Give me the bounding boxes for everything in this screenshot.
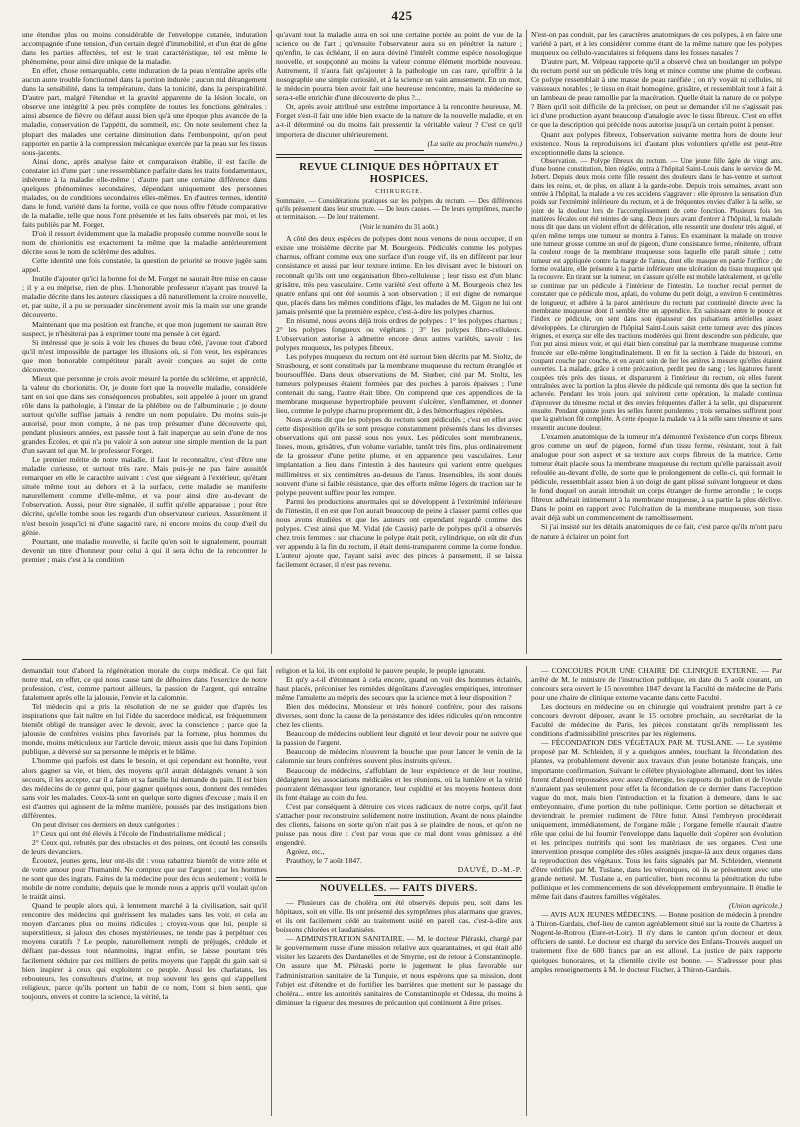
paragraph: A côté des deux espèces de polypes dont nous venons de nous occuper, il en existe une troisième décrite par M. Bourgeois. Pédiculés comme les polypes charnus, offrant comme eux une surface d'un rouge vif, ils en diffèrent par leur consistance et aussi par leur texture intime. En les divisant avec le bistouri on reconnaît qu'ils ont une organisation fibro-celluleuse ; leur tissu est d'un blanc grisâtre, très peu vasculaire. Cette variété s'est offerte à M. Bourgeois chez les quatre enfans qui ont été soumis à son observation ; il est digne de remarque que, placés dans les mêmes conditions d'âge, les malades de M. Gigon ne lui ont jamais présenté que la première espèce, c'est-à-dire les polypes charnus. [276,234,522,316]
paragraph: On peut diviser ces derniers en deux catégories : [32,819,180,829]
section-rule [276,877,522,881]
to-be-continued-note: (La suite au prochain numéro.) [427,138,522,148]
paragraph: Quand le peuple alors qui, à lentement marché à la civilisation, sait qu'il rencontre des médecins qui guérissent les malades sans les voir, et cela au moyen d'arcanes plus ou moins ridicules ; croyez-vous que lui, peuple si superstitieux, si jaloux des choses mystérieuses, ne tende pas à perpétuer ces moyens curatifs ? Le peuple, naturellement rempli de préjugés, crédule et défiant par-dessus tout néanmoins, ingrat enfin, se laisse pourtant très facilement séduire par ces milliers de petits moyens que l'appât du gain sait si bien inspirer à ceux qui exploitent ce peuple. Aussi les charlatans, les rebouteurs, les consulteurs d'urine, et trop souvent les gens qui s'appellent religieux, parce qu'ils portent un habit de ce nom, l'ont si bien senti, que toujours, envers et contre la science, la vérité, la [22,901,267,1001]
paragraph: Parmi les productions anormales qui se développent à l'extrémité inférieure de l'intestin, il en est que l'on aurait beaucoup de peine à classer parmi celles que nous avons étudiées et que les auteurs ont cependant regardé comme des polypes. C'est ainsi que M. Vidal (de Cassis) parle de polypes qu'il a observés chez trois femmes : sur chacune le polype était petit, cylindrique, on eût dit d'un ver appendu à la fin du rectum, il était demi-transparent comme la corne fondue. L'auteur ajoute que, l'ayant saisi avec des pinces à pansement, il se laissa facilement écraser, il n'est pas revenu. [276,496,522,569]
column-divider [271,666,272,1116]
paragraph: Si j'ai insisté sur les détails anatomiques de ce fait, c'est parce qu'ils m'ont paru de nature à éclairer un point fort [531,522,782,541]
article-column-left [22,30,267,654]
paragraph: Beaucoup de médecins, s'affublant de leur expérience et de leur routine, dédaignent les associations médicales et les réunions, où la lumière et la vérité pourraient démasquer leur ignorance, leur cupidité et les moyens honteux dont ils font étalage au coin du feu. [276,765,522,802]
separator-rule [374,895,424,896]
paragraph: Maintenant que ma position est franche, et que mon jugement ne saurait être suspect, je n'hésiterai pas à exprimer toute ma pensée à cet égard. [22,319,267,338]
article-column-right [531,30,782,654]
page-number: 425 [391,8,413,23]
separator-rule [374,150,424,151]
news-item: — Plusieurs cas de choléra ont été observés depuis peu, soit dans les hôpitaux, soit en ville. Ils ont présenté des symptômes plus alarmans que graves, et ils ont facilement cédé au traitement usité en pareil cas, c'est-à-dire aux boissons chlorées et laudanisées. [276,898,522,935]
paragraph: Or, après avoir attribué une extrême importance à la rencontre heureuse, M. Forget s'est-il fait une idée bien exacte de la nature de la nouvelle maladie, et en a-t-il déterminé ou du moins fait pressentir la véritable valeur ? C'est ce qu'il importera de discuter ultérieurement. [276,102,522,139]
news-item: — CONCOURS POUR UNE CHAIRE DE CLINIQUE EXTERNE. — Par arrêté de M. le ministre de l'instruction publique, en date du 5 août courant, un concours sera ouvert le 15 novembre 1847 devant la Faculté de médecine de Paris pour une chaire de clinique externe vacante dans cette Faculté. [531,666,782,703]
paragraph: 2° Ceux qui, rebutés par des obstacles et des peines, ont écouté les conseils de leurs devanciers. [22,837,267,856]
paragraph: Quant aux polypes fibreux, l'observation suivante mettra hors de doute leur existence. Nous la reproduisons ici d'autant plus volontiers qu'elle est peut-être exceptionnelle dans la science. [531,129,782,157]
paragraph: Tel médecin qui a pris la résolution de ne se guider que d'après les inspirations que fait naître en lui l'idée du sacerdoce médical, est fréquemment bientôt obligé de transiger avec le devoir, avec la conscience ; parce que la jalousie de confrères voisins plus favorisés par la fortune, plus hommes du monde, moins méticuleux sur l'article devoir, mieux assis que lui dans l'opinion publique, a déversé sur sa personne le mépris et le blâme. [22,702,267,757]
paragraph: Et qu'y a-t-il d'étonnant à cela encore, quand on voit des hommes éclairés, haut placés, préconiser les remèdes dégoûtans d'aveugles empiriques, introniser même l'amulette au mépris des secours que la science met à leur disposition ? [276,675,522,703]
paragraph: L'homme qui parfois est dans le besoin, et qui cependant est honnête, veut alors gagner sa vie, et bien, des moyens qu'il aurait dédaignés venant à son secours, il les accepte, car il a faim et sa famille lui demande du pain. Il est bien des médecins de ce genre qui, pour gagner quelques sous, donnent des remèdes sans voir les malades. Ceux-là sont en quelque sorte dignes d'excuse ; mais il en est d'autres qui agissent de la même manière, poussés par des instigations bien différentes. [22,756,267,820]
paragraph: L'examen anatomique de la tumeur m'a démontré l'existence d'un corps fibreux gros comme un œuf de pigeon, formé d'un tissu ferme, résistant, tout à fait analogue pour son aspect et sa texture aux corps fibreux de la matrice. Cette tumeur était placée sous la membrane muqueuse du rectum qu'elle paraissait avoir refoulée au-devant d'elle, de sorte que le prolongement de celle-ci, qui formait le pédicule, ressemblait assez bien à un doigt de gant plissé suivant longueur et dans le fond duquel on aurait introduit un corps étranger de forme arrondie ; le corps fibreux adhérait intimement à la membrane muqueuse, à sa partie la plus déclive. Dans le point en rapport avec l'ulcération de la membrane muqueuse, son tissu avait déjà subi un commencement de ramollissement. [531,432,782,523]
section-divider [22,659,782,660]
column-divider [526,30,527,654]
paragraph: D'autre part, M. Velpeau rapporte qu'il a observé chez un boulanger un polype du rectum porté sur un pédicule très long et mince comme une plume de corbeau. Ce polype ressemblait à une masse de peau raréfiée ; on n'y voyait ni cellules, ni vaisseaux notables ; le tissu en était homogène, grisâtre, et ressemblait tout à fait à un lambeau de peau ramollie par la macération. Quelle était la nature de ce polype ? Bien qu'il soit difficile de la préciser, on peut se demander s'il ne s'agissait pas ici d'une production ayant beaucoup d'analogie avec le tissu fibreux. C'est en effet ce que la description qui précède nous autorise jusqu'à un certain point à penser. [531,57,782,130]
paragraph: Si intéressé que je sois à voir les choses du beau côté, j'avoue tout d'abord qu'il m'est impossible de partager les illusions où, si l'on veut, les espérances que mon honorable compétiteur paraît avoir conçues au sujet de cette découverte. [22,337,267,374]
paragraph: 1° Ceux qui ont été élevés à l'école de l'industrialisme médical ; [32,828,226,838]
paragraph: Agréez, etc., [286,846,325,856]
section-subtitle: CHIRURGIE. [375,187,423,195]
paragraph: Inutile d'ajouter qu'ici la bonne foi de M. Forget ne saurait être mise en cause ; il y a eu méprise, rien de plus. L'honorable professeur n'ayant pas trouvé la maladie décrite dans les auteurs classiques a dû naturellement la croire nouvelle, et, par suite, il a pu se persuader sincèrement avoir mis la main sur une grande découverte. [22,274,267,320]
paragraph: Nous avons dit que les polypes du rectum sont pédiculés ; c'est en effet avec cette disposition qu'ils se sont presque constamment présentés dans les diverses observations qui ont passé sous nos yeux. Les pédicules sont membraneux, lisses, mous, grisâtres, d'un volume variable, tantôt très fins, plus ordinairement de la grosseur d'une petite plume, et en apparence peu vasculaires. Leur implantation a lieu dans l'intestin à des hauteurs qui varient entre quelques millimètres et six centimètres au-dessus de l'anus. Insensibles, ils sont doués souvent d'une si faible résistance, que des efforts même légers de traction sur le polype peuvent suffire pour les rompre. [276,415,522,497]
news-item: Les docteurs en médecine ou en chirurgie qui voudraient prendre part à ce concours devront déposer, avant le 15 octobre prochain, au secrétariat de la Faculté de médecine de Paris, les pièces constatant qu'ils remplissent les conditions d'admissibilité prescrites par les règlemens. [531,702,782,739]
observation-paragraph: Observation. — Polype fibreux du rectum. — Une jeune fille âgée de vingt ans, d'une bonne constitution, bien réglée, entra à l'hôpital Saint-Louis dans le service de M. Jobert. Depuis deux mois cette fille ressent des douleurs dans le bas-ventre et surtout dans les reins, et, de plus, en allant à la garde-robe. Depuis trois semaines, avant son entrée à l'hôpital, la malade a vu ces accidens s'aggraver : elle éprouve la sensation d'un poids sur l'extrémité inférieure du rectum, et à de fréquentes envies d'aller à la selle, se joint de la douleur lors de l'accomplissement de cette fonction. Plusieurs fois les matières fécales ont été teintes de sang. Deux jours avant d'entrer à l'hôpital, la malade nous dit que dans un violent effort de défécation, elle ressentit une douleur très aiguë, et qu'en même temps une tumeur se montra à l'anus. En examinant la malade on trouve une tumeur grosse comme un œuf de pigeon, d'une consistance ferme, rénitente, offrant la couleur rouge de la membrane muqueuse sous laquelle elle paraît située ; cette tumeur est appliquée contre la marge de l'anus, dont elle masque en partie l'orifice ; de forme ovalaire, elle présente à la partie inférieure une ulcération du tissu muqueux qui la recouvre. En tirant sur la tumeur, on s'assure qu'elle est mobile latéralement, et qu'elle se continue par un pédicule à l'intérieur de l'intestin. Le toucher rectal permet de constater que ce pédicule mou, aplati, du volume du petit doigt, a environ 6 centimètres de longueur, et adhère à la paroi antérieure du rectum par continuité directe avec la membrane muqueuse dont il semble être un appendice. En saisissant entre le pouce et l'index ce pédicule, on sent dans son épaisseur des pulsations artérielles assez développées. Le chirurgien de l'hôpital Saint-Louis saisit cette tumeur avec des pinces érignes, et exerça sur elle des tractions modérées qui firent descendre son pédicule, que l'on put ainsi mieux voir, et qui était bien constitué par la membrane muqueuse comme froncée sur elle-même longitudinalement. Il en fit la section à l'aide du bistouri, en coupant couche par couche, et en ayant soin de lier les artères à mesure qu'elles étaient ouvertes. La malade, grâce à cette précaution, perdit peu de sang ; les ligatures furent coupées très près des tissus, et disparurent à l'intérieur du rectum, où elles furent entraînées avec la portion la plus élevée du pédicule qui remonta dès que la section fut achevée. Pendant les trois jours qui suivirent cette opération, la malade continua d'éprouver du ténesme rectal et des envies fréquentes d'aller à la selle, qui disparurent ensuite. Pendant quinze jours les selles furent purulentes ; trois semaines suffirent pour que la guérison fût complète. À cette époque la malade va à la selle sans ténesme et sans ressentir aucune douleur. [531,156,782,432]
letter-column-left [22,666,267,1116]
news-column-right [531,666,782,1116]
paragraph: Écoutez, jeunes gens, leur ont-ils dit : vous rabattrez bientôt de votre zèle et de votre amour pour l'humanité. Ne comptez que sur l'argent ; car les hommes ne sont que des ingrats. Faites de la médecine pour des écus seulement ; voilà le mobile de notre conduite, depuis que le monde nous a appris qu'il voulait qu'on le traitât ainsi. [22,855,267,902]
paragraph: Le premier mérite de notre maladie, il faut le reconnaître, c'est d'être une maladie curieuse, et surtout très rare. Mais puis-je ne pas faire aussitôt remarquer en elle le caractère suivant : c'est que siégeant à l'extérieur, qu'étant située même tout au dehors et à la surface, cette maladie se manifeste naturellement comme d'elle-même, et va pour ainsi dire au-devant de l'observation. Aussi, pour être signalée, il suffit qu'elle apparaisse ; pour être décrite, qu'elle tombe sous les regards d'un observateur curieux. Assurément il n'est besoin jusqu'ici ni d'une sagacité rare, ni encore moins du coup d'œil du génie. [22,455,267,537]
column-divider [526,666,527,1116]
newspaper-page [22,8,782,1118]
news-item: — AVIS AUX JEUNES MÉDECINS. — Bonne position de médecin à prendre à Thiron-Gardais, chef-lieu de canton agréablement situé sur la route de Chartres à Nogent-le-Rotrou (Eure-et-Loir). Il n'y dans le canton qu'un docteur et deux officiers de santé. Le docteur est chargé du service des Enfans-Trouvés auquel un traitement fixe de 600 francs par an est alloué. La justice de paix rapporte quelques honoraires, et la clientèle civile est bonne. — S'adresser pour plus amples renseignements à M. le docteur Fischer, à Thiron-Gardais. [531,910,782,974]
news-item: — ADMINISTRATION SANITAIRE. — M. le docteur Pléraski, chargé par le gouvernement russe d'une mission relative aux quarantaines, et qui était allé visiter les lazarets des Dardanelles et de Smyrne, est de retour à Constantinople. On assure que M. Pléraski porte le jugement le plus favorable sur l'administration sanitaire de la Turquie, et nous espérons que sa mission, dont l'objet est d'étendre et de fortifier les barrières que mettent sur le passage du choléra... entre les autorités sanitaires de Constantinople et Odessa, du moins à diminuer la rigueur des mesures de précaution qui continuent à être prises. [276,934,522,1007]
source-credit: (Union agricole.) [728,901,782,911]
paragraph: Ainsi donc, après analyse faite et comparaison établie, il est facile de constater ici d'une part : une ressemblance parfaite dans les traits fondamentaux, inhérente à la maladie elle-même ; d'autre part une certaine différence dans quelques phénomènes secondaires, dépendant uniquement des personnes malades, ou de conditions secondaires elles-mêmes. En d'autres termes, identité dans le fond, variété dans la forme, voilà ce que nous offre l'étude comparative de la maladie, telle que nous l'ont présentée et les faits observés par moi, et les faits publiés par M. Forget. [22,156,267,229]
news-item: — FÉCONDATION DES VÉGÉTAUX PAR M. TUSLANE. — Le système proposé par M. Schleiden, il y a quelques années, touchant la fécondation des plantes, va probablement devenir aux travaux d'un jeune botaniste français, une importante confirmation. Suivant le célèbre physiologiste allemand, dont les idées furent d'abord repoussées avec assez d'énergie, les rapports du pollen et de l'ovule n'auraient pas seulement pour effet la fécondation de ce dernier dans l'acception vague du mot, mais bien l'introduction et la fixation à demeure, dans le sac embryonnaire, d'une portion du tube pollinique. Cette portion se détacherait et deviendrait le premier rudiment de l'être futur. Ainsi l'embryon procéderait uniquement, immédiatement, de l'organe mâle ; l'organe femelle n'aurait d'autre rôle que celui de lui fournir l'enveloppe dans laquelle doit s'opérer son évolution et les principes nutritifs qui sont les matériaux de ses organes. C'est une intervention presque complète des rôles assignés jusque-là aux deux organes dans la reproduction des végétaux. Tous les faits signalés par M. Schleiden, viennent d'être vérifiés par M. Tuslane, dans les véroniques, où ils se présentent avec une grande netteté. M. Tuslane a, en particulier, bien reconnu la pénétration du tube pollinique et les commencemens de son développement embryonnaire. Il étudie le même fait dans d'autres familles végétales. [531,738,782,902]
paragraph: En effet, chose remarquable, cette induration de la peau n'entraîne après elle aucun autre trouble fonctionnel dans la portion indurée ; aucun nul dérangement dans la sensibilité, dans la température, dans la tonicité, dans la perspirabilité. D'autre part, malgré l'étendue et la gravité apparente de la lésion locale, on observe une intégrité à peu près complète de toutes les fonctions générales : ainsi absence de fièvre ou défaut aussi bien qu'à une époque plus avancée de la maladie, conservation de l'appétit, du sommeil, etc. On note seulement chez la plupart des malades une certaine diminution dans l'embonpoint, qu'on peut rapporter en partie à la compression mécanique exercée par la peau sur les tissus sous-jacents. [22,66,267,157]
signature: DAUVÉ, D.-M.-P. [457,865,522,875]
column-divider [271,30,272,654]
paragraph: Bien des médecins, Monsieur et très honoré confrère, pour des raisons diverses, sont donc la cause de la persistance des idées ridicules qu'on rencontre chez les clients. [276,702,522,730]
news-section-title: NOUVELLES. — FAITS DIVERS. [320,883,478,895]
section-summary: Sommaire. — Considérations pratiques sur les polypes du rectum. — Des différences qu'ils présentent dans leur structure. — De leurs causes. — De leurs symptômes, marche et terminaison. — De leur traitement. [276,197,522,222]
paragraph: Pourtant, une maladie nouvelle, si facile qu'en soit le signalement, pourrait devenir un titre d'honneur pour celui à qui il sera échu de la rencontrer le premier ; mais c'est à la condition [22,536,267,564]
paragraph: demandait tout d'abord la régénération morale du corps médical. Ce qui fait notre mal, en effet, ce qui nous cause tant de déboires dans l'exercice de notre profession, c'est, comme partout ailleurs, la passion de l'argent, qui entraîne fatalement après elle la jalousie, l'envie et la calomnie. [22,666,267,703]
paragraph: Cette identité une fois constatée, la question de priorité se trouve jugée sans appel. [22,256,267,275]
paragraph: C'est par conséquent à détruire ces vices radicaux de notre corps, qu'il faut s'attacher pour reconstruire solidement notre institution. Avant de nous plaindre des clients, faisons en sorte qu'on n'ait pas à se plaindre de nous, et qu'on ne puisse pas nous dire : c'est par vous que ce mal dont vous gémissez a été engendré. [276,801,522,847]
paragraph: D'où il ressort évidemment que la maladie proposée comme nouvelle sous le nom de chorionitis est exactement la même que la maladie antérieurement décrite sous le nom de sclérème des adultes. [22,229,267,257]
paragraph: Beaucoup de médecins n'ouvrent la bouche que pour lancer le venin de la calomnie sur leurs confrères souvent plus instruits qu'eux. [276,747,522,766]
section-title: REVUE CLINIQUE DES HÔPITAUX ET HOSPICES. [299,161,499,185]
section-rule [276,154,522,158]
issue-reference: (Voir le numéro du 31 août.) [359,224,439,232]
paragraph: En résumé, nous avons déjà trois ordres de polypes : 1° les polypes charnus ; 2° les polypes fongueux ou végétans ; 3° les polypes fibro-celluleux. L'observation autorise à admettre encore deux autres variétés, savoir : les polypes muqueux, les polypes fibreux. [276,315,522,352]
paragraph: N'est-on pas conduit, par les caractères anatomiques de ces polypes, à en faire une variété à part, et à les considérer comme étant de la même nature que les polypes muqueux ou cellulo-vasculaires si fréquens dans les fosses nasales ? [531,30,782,58]
article-column-middle [276,30,522,654]
letter-dateline: Prauthoy, le 7 août 1847. [286,855,362,865]
letter-column-middle [276,666,522,1116]
paragraph: qu'avant tout la maladie aura en soi une certaine portée au point de vue de la science ou de l'art ; qu'ensuite l'observateur aura su en pénétrer la nature ; qu'enfin, le cas échéant, il en aura déviné l'intérêt comme espèce nosologique nouvelle, et soupçonné au moins la valeur comme élément morbide nouveau. Autrement, il n'aura fait qu'ajouter à la pathologie un cas rare, qu'offrir à la nosographie une simple curiosité, et à la science un vain amusement. En un mot, le médecin pourra bien avoir fait une heureuse rencontre, mais la médecine se sera-t-elle enrichie d'une découverte de plus ?... [276,30,522,103]
paragraph: Mieux que personne je crois avoir mesuré la portée du sclérème, et apprécié, la valeur du chorionitis. Or, je doute fort que la nouvelle maladie, considérée tant en soi que dans ses conséquences probables, soit appelée à jouer un grand rôle dans la pathologie, à l'instar de la phlébite ou de l'albuminurie ; je doute surtout qu'elle suffise jamais à rendre un nom populaire. Du moins suis-je autorisé, pour mon compte, à ne pas trop présumer d'une découverte qui, pendant plusieurs années, est passée tout à fait inaperçue au sein d'une de nos grandes Écoles, et qui n'a pu valoir à son auteur une simple mention de la part d'un savant tel que M. le professeur Forget. [22,373,267,456]
paragraph: Beaucoup de médecins oublient leur dignité et leur devoir pour ne suivre que la passion de l'argent. [276,729,522,748]
paragraph: Les polypes muqueux du rectum ont été surtout bien décrits par M. Stoltz, de Strasbourg, et sont constitués par la membrane muqueuse du rectum étranglée et boursoufflée. Dans deux observations de M. Stœber, cité par M. Stoltz, les tumeurs polypeuses étaient formées par des poches à parois épaisses ; l'une contenait du sang, l'autre était libre. On comprend que ces appendices de la membrane muqueuse hypertrophiée peuvent s'ulcérer, s'enflammer, et donner lieu, comme le polype charnu proprement dit, à des hémorrhagies répétées. [276,351,522,416]
paragraph: une étendue plus ou moins considérable de l'enveloppe cutanée, induration accompagnée d'une tension, d'un certain degré d'immobilité, et d'un état de gêne dans les parties affectées, tel est le trait caractéristique, tel est même le phénomène, pour ainsi dire unique de la maladie. [22,30,267,67]
paragraph: religion et la loi, ils ont exploité le pauvre peuple, le peuple ignorant. [276,666,486,675]
